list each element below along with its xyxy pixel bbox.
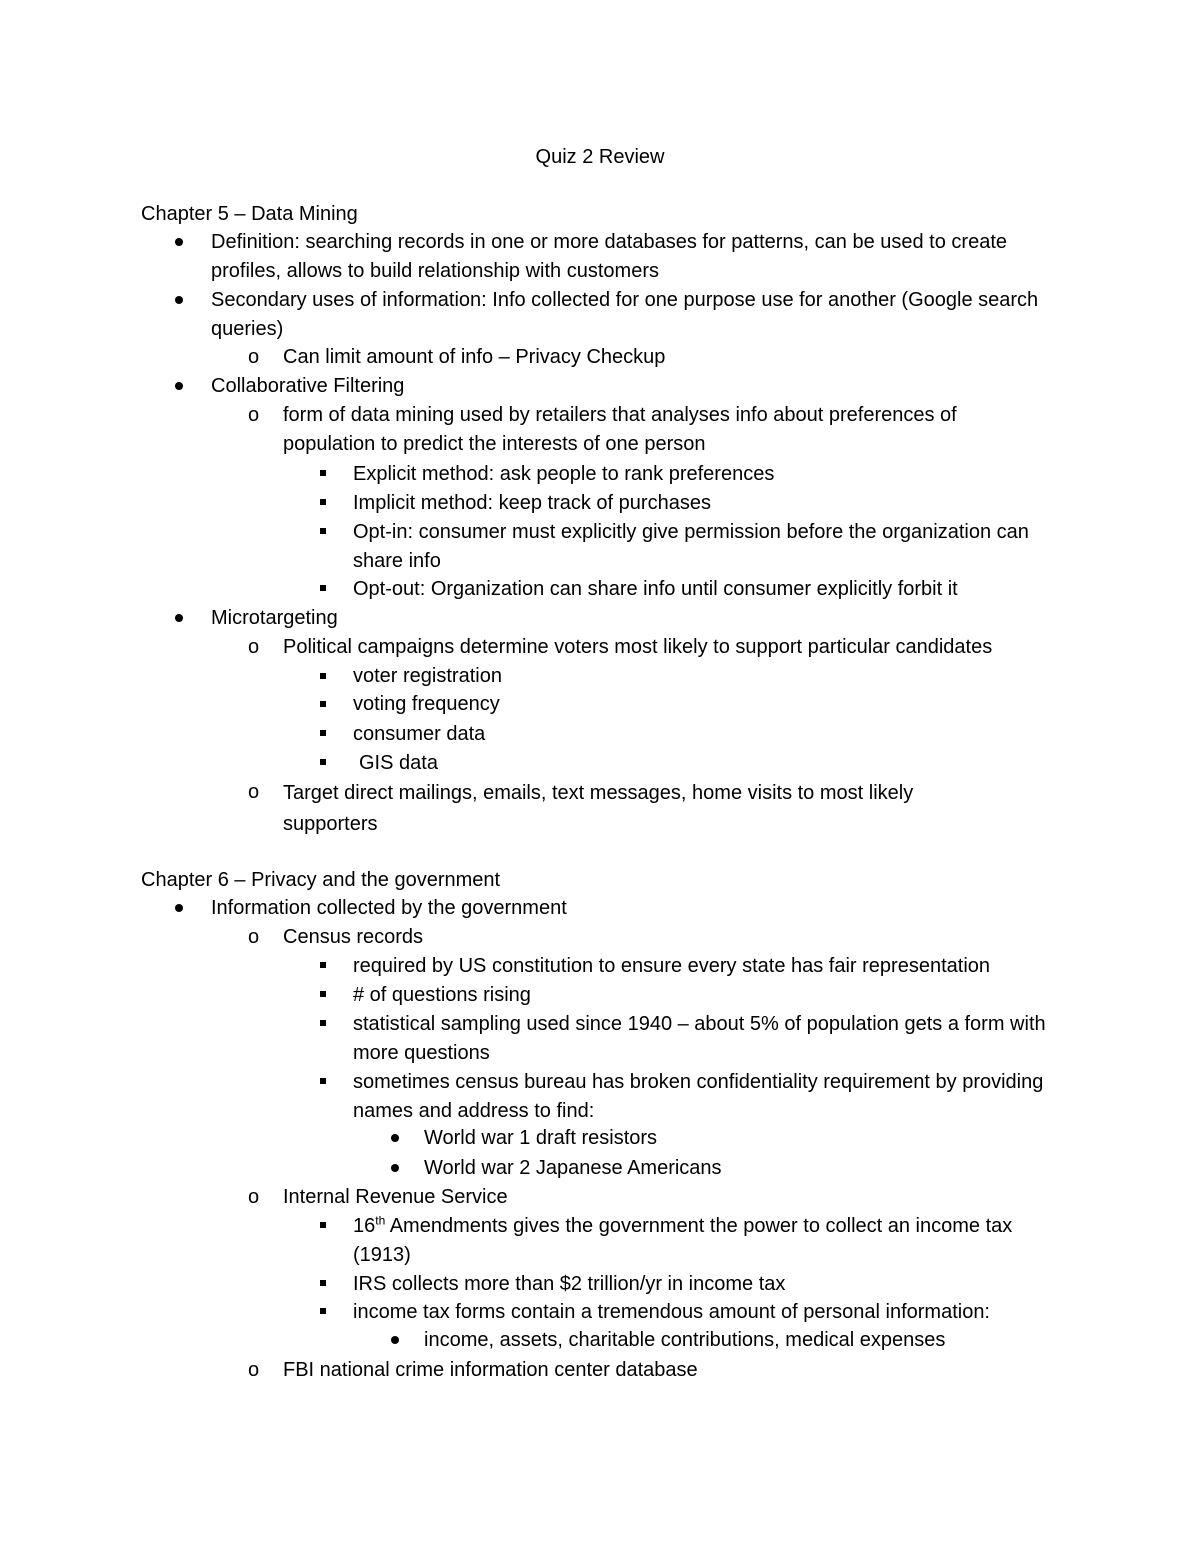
list-item: Census records [283, 926, 424, 948]
list-item: Target direct mailings, emails, text messages, home visits to most likely supporters [283, 782, 914, 835]
list-item: income, assets, charitable contributions, medical expenses [424, 1329, 946, 1351]
bullet-square-icon [320, 730, 326, 736]
bullet-square-icon [320, 1280, 326, 1286]
bullet-circle-icon: o [248, 346, 260, 368]
bullet-square-icon [320, 470, 326, 476]
bullet-circle-icon: o [248, 1186, 260, 1208]
bullet-square-icon [320, 673, 326, 679]
list-item: Internal Revenue Service [283, 1186, 508, 1208]
bullet-square-icon [320, 585, 326, 591]
bullet-square-icon [320, 1222, 326, 1228]
list-item: Opt-in: consumer must explicitly give permission before the organization can share info [353, 521, 1029, 572]
list-item: Can limit amount of info – Privacy Checkup [283, 346, 666, 368]
bullet-circle-icon: o [248, 926, 260, 948]
list-item [353, 1212, 1053, 1270]
list-item: Implicit method: keep track of purchases [353, 492, 711, 514]
list-item: Political campaigns determine voters most likely to support particular candidates [283, 636, 993, 658]
chapter-6-heading: Chapter 6 – Privacy and the government [141, 869, 501, 891]
bullet-dot-icon [391, 1336, 399, 1344]
bullet-circle-icon: o [248, 1359, 260, 1381]
amendment-text: Amendments gives the government the power to collect an income tax (1913) [353, 1215, 1013, 1266]
list-item: World war 2 Japanese Americans [424, 1157, 722, 1179]
ordinal-suffix: th [375, 1213, 386, 1228]
list-item: form of data mining used by retailers that analyses info about preferences of population to predict the interests of one person [283, 404, 957, 455]
bullet-square-icon [320, 701, 326, 707]
list-item: Opt-out: Organization can share info until consumer explicitly forbit it [353, 578, 958, 600]
bullet-square-icon [320, 991, 326, 997]
bullet-dot-icon [175, 296, 183, 304]
bullet-square-icon [320, 1308, 326, 1314]
list-item: Information collected by the government [211, 897, 567, 919]
list-item: Secondary uses of information: Info collected for one purpose use for another (Google search queries) [211, 289, 1039, 340]
document-title: Quiz 2 Review [535, 146, 665, 168]
bullet-dot-icon [391, 1164, 399, 1172]
list-item: required by US constitution to ensure every state has fair representation [353, 955, 991, 977]
bullet-dot-icon [175, 904, 183, 912]
list-item: World war 1 draft resistors [424, 1127, 658, 1149]
list-item: Microtargeting [211, 607, 338, 629]
list-item: Collaborative Filtering [211, 375, 405, 397]
bullet-dot-icon [391, 1134, 399, 1142]
list-item: IRS collects more than $2 trillion/yr in income tax [353, 1273, 786, 1295]
list-item: income tax forms contain a tremendous amount of personal information: [353, 1301, 990, 1323]
bullet-square-icon [320, 1020, 326, 1026]
bullet-dot-icon [175, 614, 183, 622]
list-item: sometimes census bureau has broken confidentiality requirement by providing names and address to find: [353, 1071, 1044, 1122]
bullet-dot-icon [175, 382, 183, 390]
bullet-circle-icon: o [248, 636, 260, 658]
list-item: GIS data [359, 752, 438, 774]
bullet-square-icon [320, 1078, 326, 1084]
list-item: Explicit method: ask people to rank preferences [353, 463, 775, 485]
bullet-square-icon [320, 759, 326, 765]
list-item: FBI national crime information center database [283, 1359, 698, 1381]
bullet-square-icon [320, 528, 326, 534]
list-item: consumer data [353, 723, 486, 745]
bullet-dot-icon [175, 238, 183, 246]
bullet-circle-icon: o [248, 781, 260, 803]
list-item: voting frequency [353, 693, 500, 715]
list-item: statistical sampling used since 1940 – about 5% of population gets a form with more questions [353, 1013, 1046, 1064]
list-item: # of questions rising [353, 984, 531, 1006]
list-item: voter registration [353, 665, 502, 687]
bullet-square-icon [320, 962, 326, 968]
bullet-circle-icon: o [248, 404, 260, 426]
list-item: Definition: searching records in one or more databases for patterns, can be used to create profiles, allows to build relationship with customers [211, 231, 1008, 282]
amendment-number: 16 [353, 1215, 376, 1237]
chapter-5-heading: Chapter 5 – Data Mining [141, 203, 358, 225]
bullet-square-icon [320, 499, 326, 505]
